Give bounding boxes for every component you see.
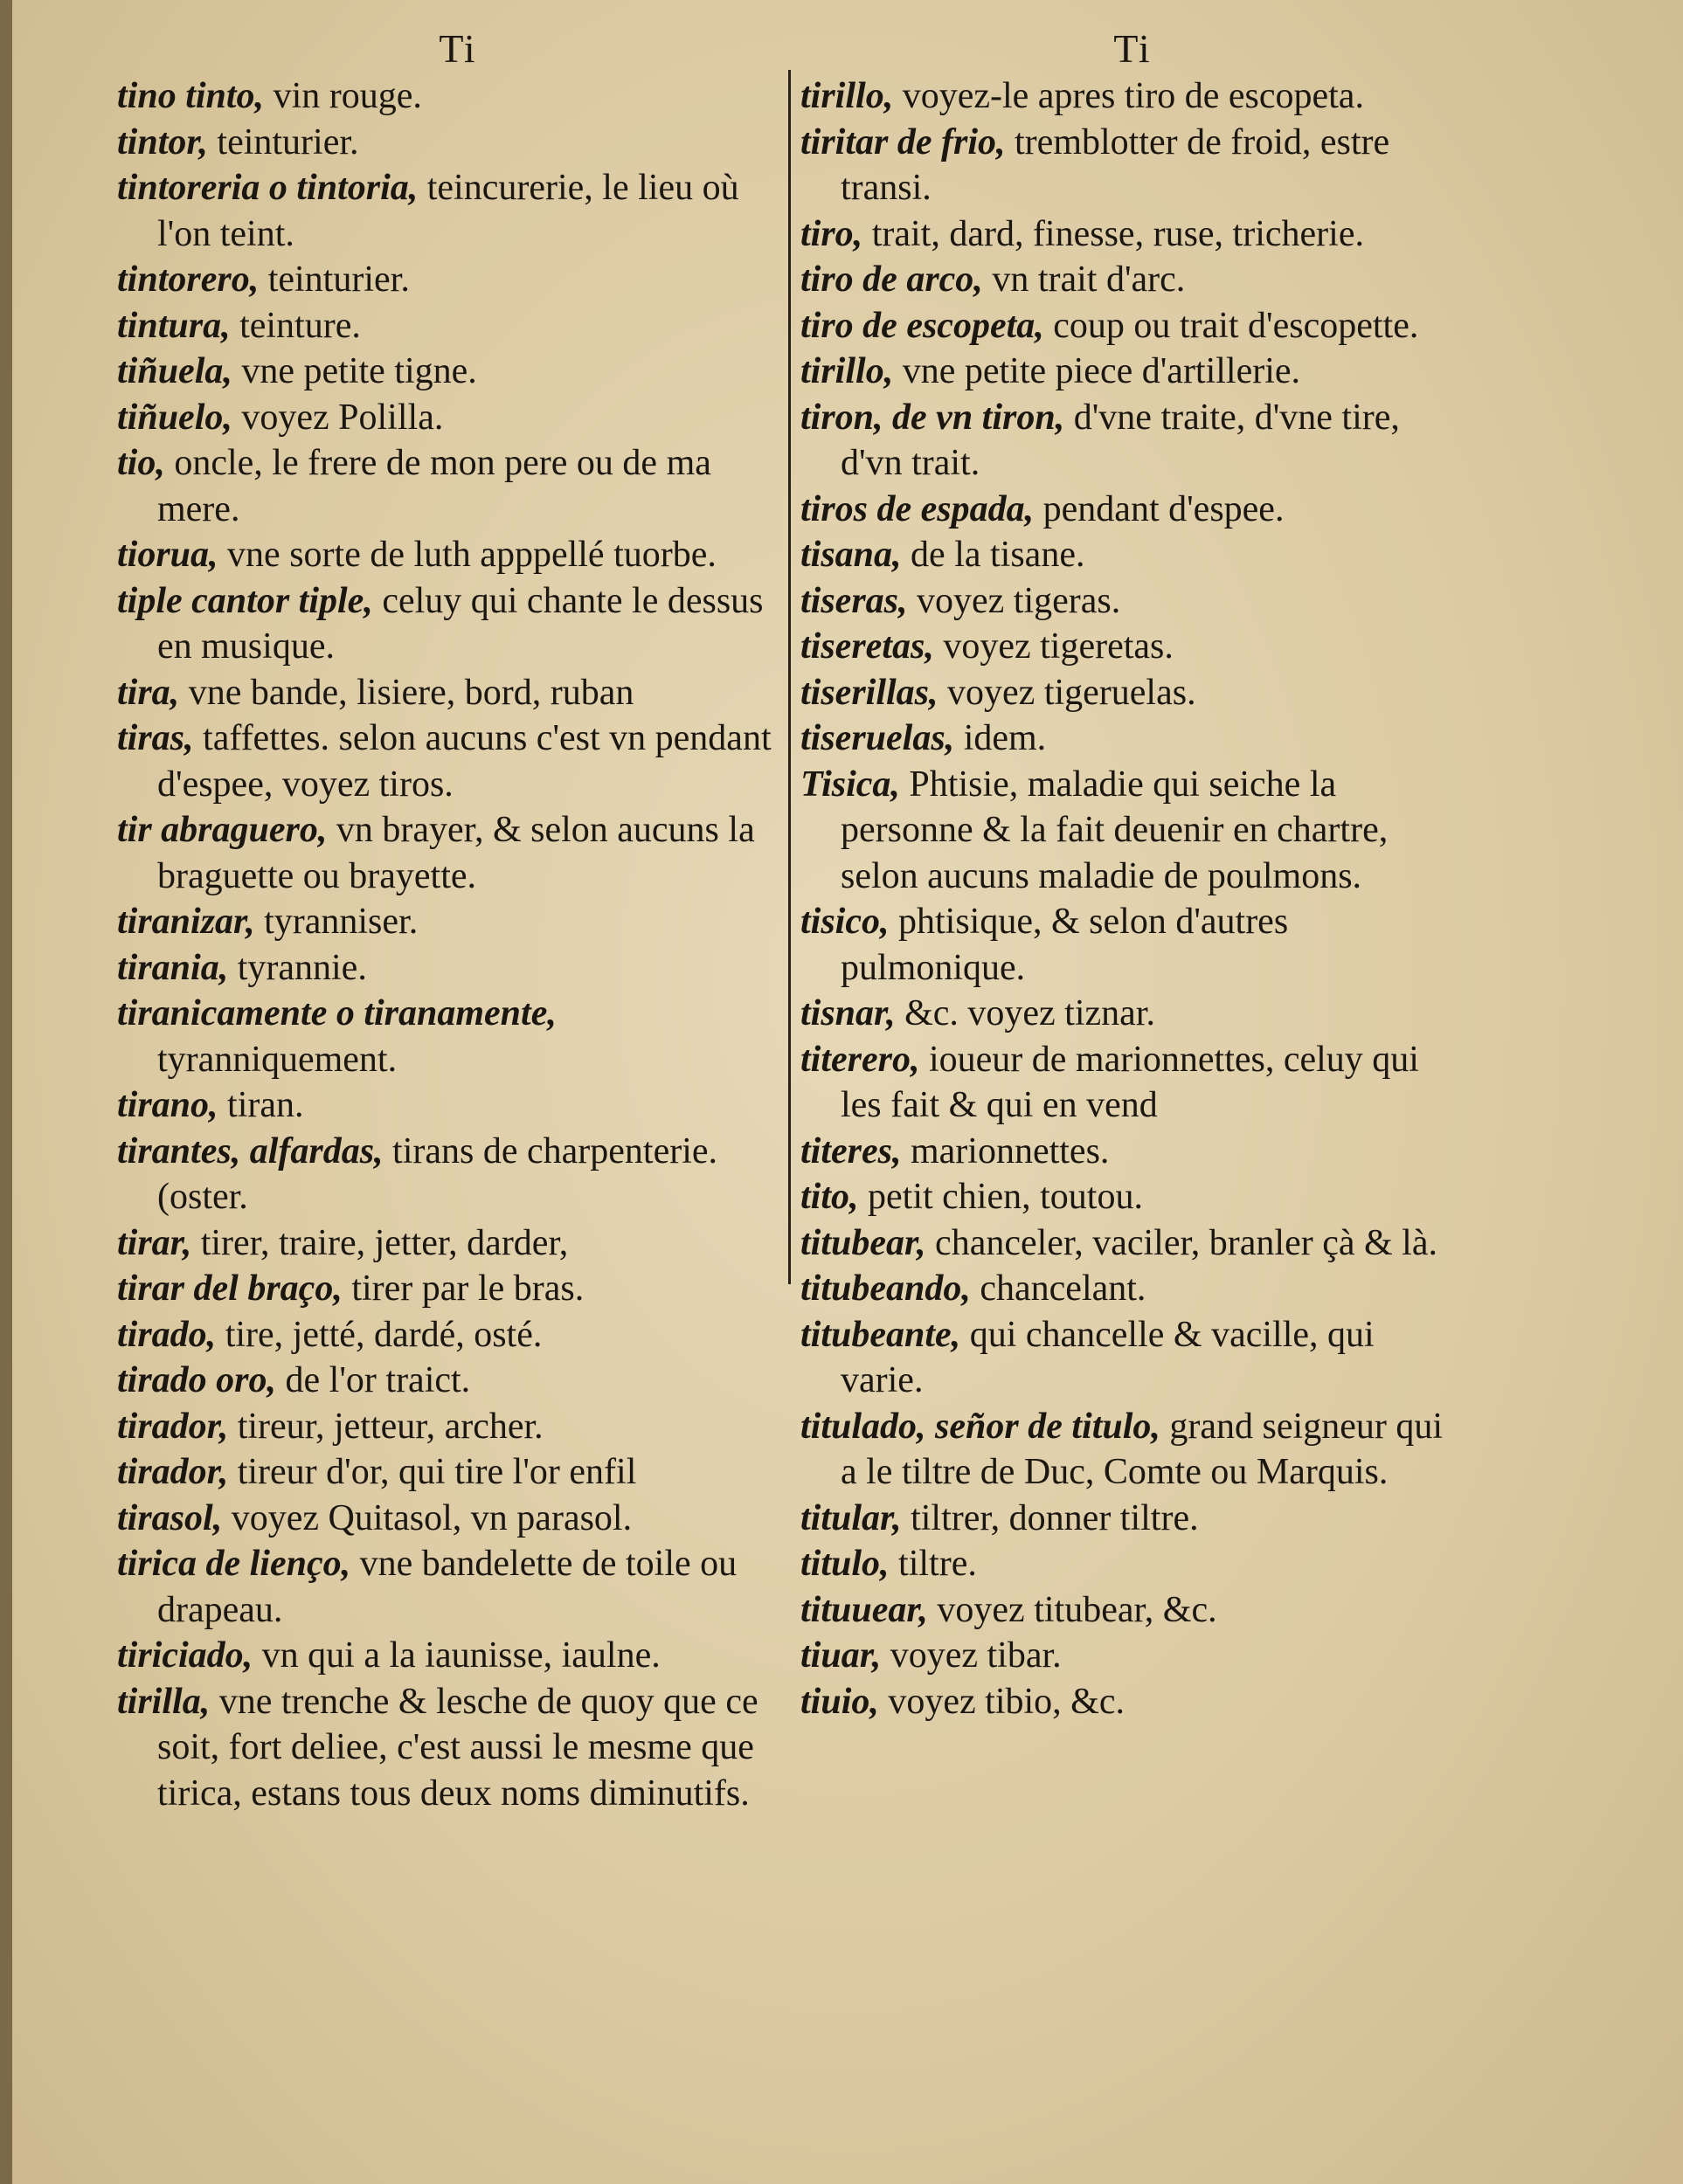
headword: Tisica, (800, 764, 900, 805)
headword: tirar del braço, (117, 1268, 343, 1309)
definition: voyez titubear, &c. (927, 1589, 1217, 1630)
headword: tiros de espada, (800, 488, 1035, 529)
dictionary-entry (800, 120, 1465, 211)
headword: tiuar, (800, 1635, 882, 1676)
dictionary-entry (800, 257, 1465, 303)
dictionary-entry (117, 1633, 799, 1679)
definition: tireur d'or, qui tire l'or enfil (228, 1452, 637, 1492)
definition: tyranniquement. (157, 1039, 398, 1080)
headword: titubeando, (800, 1268, 971, 1309)
definition: voyez Polilla. (232, 397, 444, 438)
dictionary-entry (800, 487, 1465, 533)
headword: tiro, (800, 213, 863, 254)
definition: tyrannie. (228, 947, 367, 988)
definition: vn qui a la iaunisse, iaulne. (253, 1635, 661, 1676)
definition: de l'or traict. (276, 1360, 471, 1400)
dictionary-entry (117, 991, 799, 1082)
dictionary-entry (117, 1404, 799, 1450)
definition: tiltrer, donner tiltre. (901, 1497, 1199, 1538)
headword: titubeante, (800, 1314, 961, 1355)
dictionary-entry (117, 349, 799, 395)
dictionary-entry (117, 1266, 799, 1312)
headword: tirasol, (117, 1497, 223, 1538)
headword: tito, (800, 1177, 859, 1217)
dictionary-entry (117, 1312, 799, 1358)
definition: tremblotter de froid, estre transi. (841, 121, 1390, 208)
headword: titeres, (800, 1130, 902, 1171)
headword: tiñuela, (117, 351, 232, 391)
definition: ioueur de marionnettes, celuy qui les fait & qui en vend (841, 1039, 1419, 1125)
headword: tiple cantor tiple, (117, 580, 373, 621)
headword: tituuear, (800, 1589, 928, 1630)
right-running-header: Ti (1113, 26, 1152, 71)
definition: vne sorte de luth apppellé tuorbe. (218, 535, 717, 575)
headword: tiseretas, (800, 626, 934, 667)
definition: vn brayer, & selon aucuns la braguette ou brayette. (157, 810, 755, 896)
headword: tirador, (117, 1406, 229, 1447)
definition: voyez tigeras. (907, 580, 1121, 621)
dictionary-entry (800, 624, 1465, 670)
headword: tiro de escopeta, (800, 305, 1044, 346)
definition: voyez-le apres tiro de escopeta. (893, 76, 1364, 116)
definition: tyranniser. (254, 902, 419, 942)
definition: vne petite tigne. (232, 351, 477, 391)
definition: tire, jetté, dardé, osté. (216, 1314, 543, 1355)
dictionary-entry (800, 1541, 1465, 1587)
definition: chancelant. (970, 1268, 1146, 1309)
headword: tiritar de frio, (800, 121, 1006, 162)
dictionary-entry (800, 1679, 1465, 1725)
headword: tirantes, alfardas, (117, 1130, 384, 1171)
headword: tiseruelas, (800, 718, 955, 758)
definition: tiltre. (889, 1544, 977, 1584)
headword: tintura, (117, 305, 231, 346)
headword: tiriciado, (117, 1635, 253, 1676)
dictionary-entry (117, 1220, 799, 1267)
dictionary-entry (800, 1312, 1465, 1404)
headword: tio, (117, 443, 165, 483)
dictionary-entry (800, 899, 1465, 991)
dictionary-entry (117, 1082, 799, 1129)
dictionary-entry (117, 440, 799, 532)
definition: de la tisane. (901, 535, 1085, 575)
definition: voyez tigeruelas. (938, 672, 1196, 713)
definition: qui chancelle & vacille, qui varie. (841, 1314, 1375, 1400)
headword: tisico, (800, 902, 890, 942)
definition: d'vne traite, d'vne tire, d'vn trait. (841, 397, 1400, 483)
headword: tira, (117, 672, 180, 713)
headword: tiseras, (800, 580, 908, 621)
dictionary-entry (117, 1496, 799, 1542)
definition: trait, dard, finesse, ruse, tricherie. (862, 213, 1364, 254)
headword: tiuio, (800, 1681, 879, 1722)
dictionary-page (12, 0, 1683, 2184)
definition: vne bandelette de toile ou drapeau. (157, 1544, 738, 1630)
dictionary-entry (117, 73, 799, 120)
definition: marionnettes. (901, 1130, 1110, 1171)
definition: celuy qui chante le dessus en musique. (157, 580, 764, 667)
headword: tirar, (117, 1222, 192, 1263)
definition: pendant d'espee. (1034, 488, 1285, 529)
left-entry-list (117, 73, 799, 1816)
dictionary-entry (800, 578, 1465, 625)
dictionary-entry (117, 532, 799, 578)
headword: tiñuelo, (117, 397, 232, 438)
headword: tiranizar, (117, 902, 255, 942)
dictionary-entry (117, 899, 799, 945)
headword: titulo, (800, 1544, 890, 1584)
definition: Phtisie, maladie qui seiche la personne & la fait deuenir en chartre, selon aucuns maladie de poulmons. (841, 764, 1389, 896)
headword: tino tinto, (117, 76, 265, 116)
column-divider (788, 70, 791, 1284)
dictionary-entry (800, 349, 1465, 395)
headword: tiron, de vn tiron, (800, 397, 1065, 438)
dictionary-entry (117, 578, 799, 670)
dictionary-entry (800, 1496, 1465, 1542)
dictionary-entry (117, 1449, 799, 1496)
headword: tiro de arco, (800, 259, 983, 300)
headword: titulado, señor de titulo, (800, 1406, 1160, 1447)
dictionary-entry (117, 120, 799, 166)
headword: titular, (800, 1497, 902, 1538)
dictionary-entry (800, 211, 1465, 258)
dictionary-entry (117, 395, 799, 441)
dictionary-entry (117, 1129, 799, 1220)
dictionary-entry (800, 991, 1465, 1037)
dictionary-entry (800, 1174, 1465, 1220)
dictionary-entry (117, 715, 799, 807)
definition: teincurerie, le lieu où l'on teint. (157, 168, 739, 254)
dictionary-entry (800, 1266, 1465, 1312)
dictionary-entry (800, 1633, 1465, 1679)
dictionary-entry (800, 1220, 1465, 1267)
definition: grand seigneur qui a le tiltre de Duc, Comte ou Marquis. (841, 1406, 1443, 1492)
definition: voyez tibar. (881, 1635, 1062, 1676)
definition: vn trait d'arc. (982, 259, 1186, 300)
definition: vne trenche & lesche de quoy que ce soit, fort deliee, c'est aussi le mesme que tirica, estans tous deux noms diminutifs. (157, 1681, 758, 1814)
headword: tirilla, (117, 1681, 211, 1722)
dictionary-entry (800, 73, 1465, 120)
definition: vne petite piece d'artillerie. (893, 351, 1301, 391)
definition: &c. voyez tiznar. (895, 993, 1155, 1033)
dictionary-entry (800, 1129, 1465, 1175)
headword: tirador, (117, 1452, 229, 1492)
dictionary-entry (117, 1679, 799, 1817)
dictionary-entry (117, 303, 799, 349)
headword: tir abraguero, (117, 810, 328, 850)
left-running-header: Ti (439, 26, 477, 71)
definition: tirans de charpenterie. (oster. (157, 1130, 718, 1217)
definition: chanceler, vaciler, branler çà & là. (925, 1222, 1437, 1263)
dictionary-entry (800, 1587, 1465, 1634)
dictionary-entry (800, 303, 1465, 349)
headword: tirado, (117, 1314, 217, 1355)
headword: tirillo, (800, 351, 894, 391)
headword: tirillo, (800, 76, 894, 116)
dictionary-entry (800, 395, 1465, 487)
dictionary-entry (117, 257, 799, 303)
definition: idem. (954, 718, 1047, 758)
headword: tirado oro, (117, 1360, 277, 1400)
headword: titerero, (800, 1039, 920, 1080)
headword: tirania, (117, 947, 229, 988)
definition: oncle, le frere de mon pere ou de ma mere. (157, 443, 711, 529)
dictionary-entry (800, 715, 1465, 762)
definition: voyez Quitasol, vn parasol. (222, 1497, 633, 1538)
definition: teinturier. (207, 121, 359, 162)
definition: voyez tibio, &c. (878, 1681, 1125, 1722)
dictionary-entry (800, 532, 1465, 578)
definition: tirer par le bras. (342, 1268, 585, 1309)
dictionary-entry (117, 945, 799, 992)
definition: teinturier. (259, 259, 410, 300)
headword: tirano, (117, 1085, 218, 1125)
headword: tintor, (117, 121, 208, 162)
dictionary-entry (117, 165, 799, 257)
definition: tirer, traire, jetter, darder, (191, 1222, 569, 1263)
headword: titubear, (800, 1222, 926, 1263)
definition: phtisique, & selon d'autres pulmonique. (841, 902, 1289, 988)
headword: tisnar, (800, 993, 896, 1033)
definition: taffettes. selon aucuns c'est vn pendant d'espee, voyez tiros. (157, 718, 772, 805)
dictionary-entry (800, 762, 1465, 900)
definition: vne bande, lisiere, bord, ruban (179, 672, 634, 713)
definition: tiran. (218, 1085, 304, 1125)
dictionary-entry (800, 670, 1465, 716)
right-entry-list (800, 73, 1465, 1724)
headword: tiranicamente o tiranamente, (117, 993, 557, 1033)
headword: tintoreria o tintoria, (117, 168, 419, 208)
headword: tirica de lienço, (117, 1544, 351, 1584)
dictionary-entry (800, 1037, 1465, 1129)
dictionary-entry (117, 1541, 799, 1633)
headword: tiorua, (117, 535, 218, 575)
right-column (800, 24, 1465, 1724)
definition: voyez tigeretas. (933, 626, 1174, 667)
dictionary-entry (800, 1404, 1465, 1496)
dictionary-entry (117, 670, 799, 716)
headword: tisana, (800, 535, 902, 575)
definition: vin rouge. (264, 76, 422, 116)
headword: tiserillas, (800, 672, 938, 713)
definition: tireur, jetteur, archer. (228, 1406, 544, 1447)
headword: tiras, (117, 718, 194, 758)
headword: tintorero, (117, 259, 260, 300)
definition: coup ou trait d'escopette. (1043, 305, 1419, 346)
dictionary-entry (117, 1358, 799, 1404)
definition: petit chien, toutou. (858, 1177, 1143, 1217)
left-column (117, 24, 799, 1816)
dictionary-entry (117, 807, 799, 899)
definition: teinture. (230, 305, 361, 346)
